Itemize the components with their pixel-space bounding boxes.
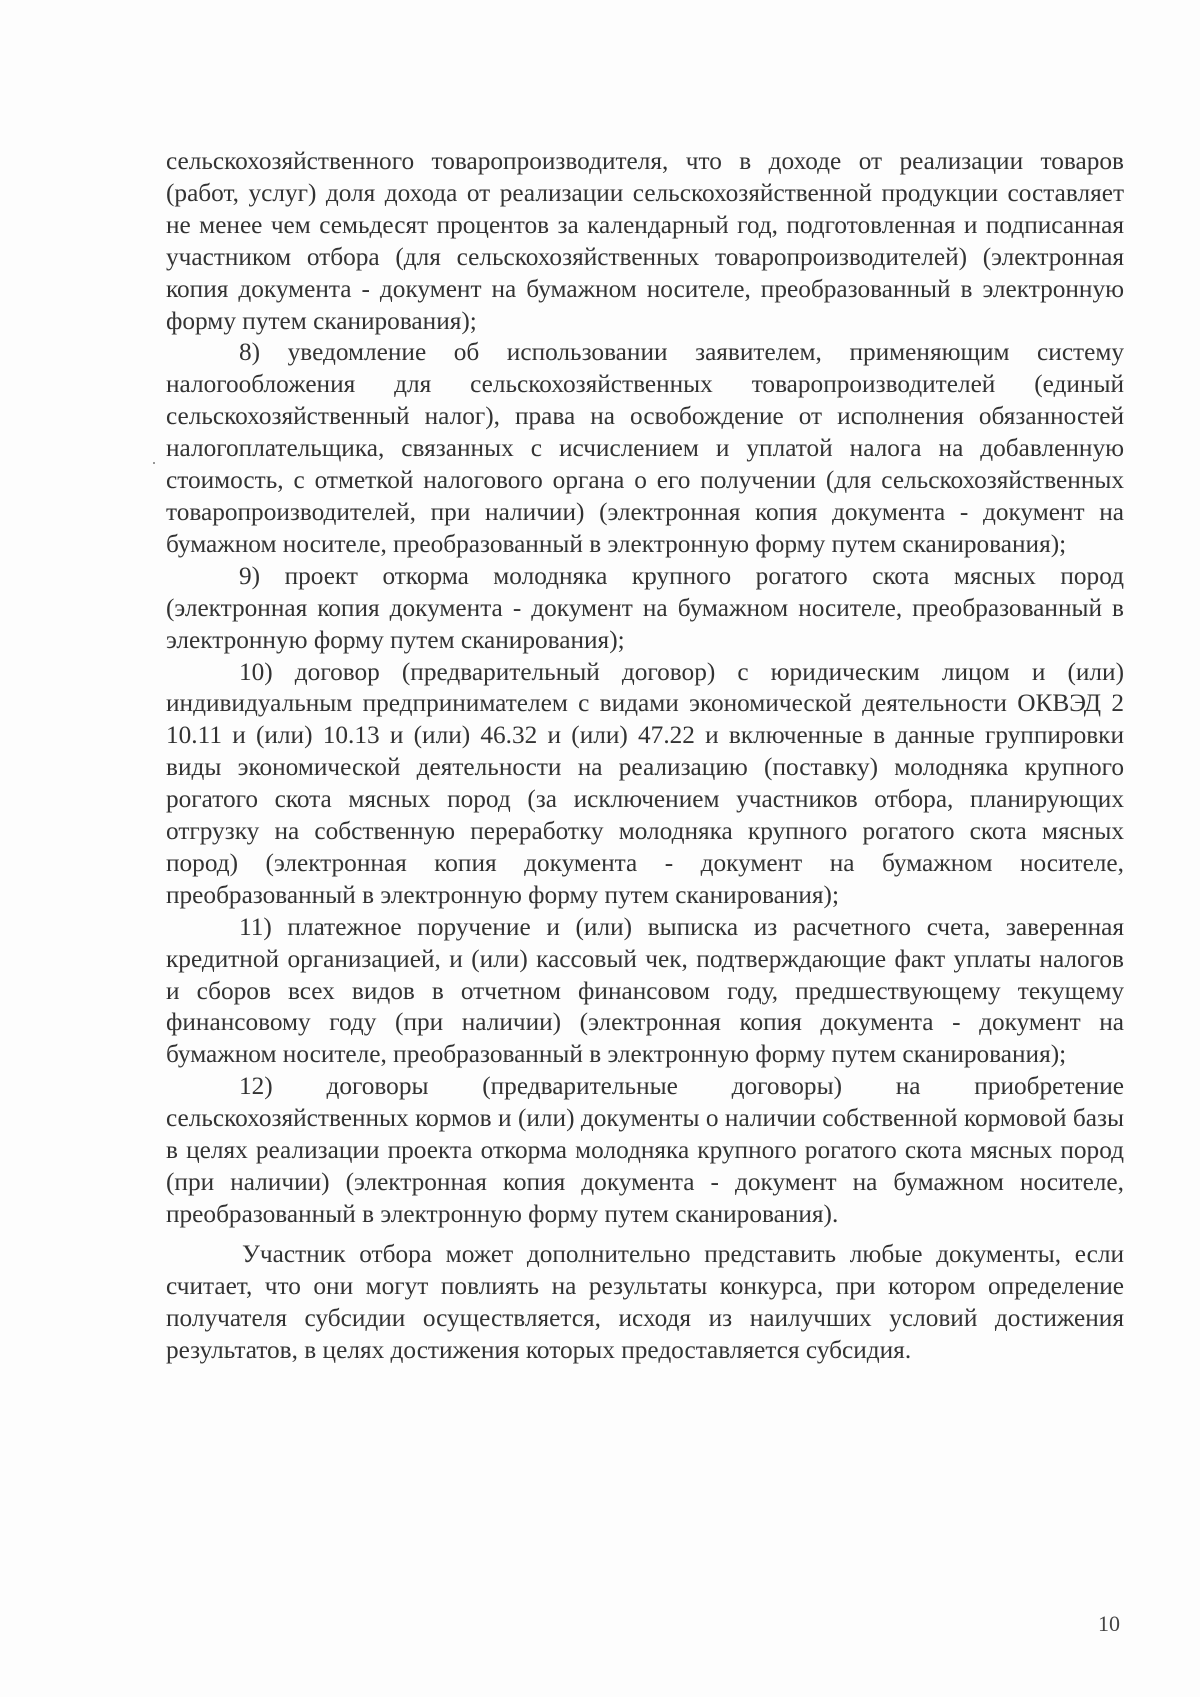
paragraph-item-8: 8) уведомление об использовании заявителем, применяющим систему налогообложения для сельскохозяйственных товаропроизводителей (единый сельскохозяйственный налог), права на освобождение от исполнения обязанностей налогоплательщика, связанных с исчислением и уплатой налога на добавленную стоимость, с отметкой налогового органа о его получении (для сельскохозяйственных товаропроизводителей, при наличии) (электронная копия документа - документ на бумажном носителе, преобразованный в электронную форму путем сканирования);: [166, 338, 1124, 558]
paragraph-item-11: 11) платежное поручение и (или) выписка из расчетного счета, заверенная кредитной организацией, и (или) кассовый чек, подтверждающие факт уплаты налогов и сборов всех видов в отчетном финансовом году, предшествующему текущему финансовому году (при наличии) (электронная копия документа - документ на бумажном носителе, преобразованный в электронную форму путем сканирования);: [166, 912, 1124, 1069]
paragraph-item-9: 9) проект откорма молодняка крупного рогатого скота мясных пород (электронная копия документа - документ на бумажном носителе, преобразованный в электронную форму путем сканирования);: [166, 561, 1124, 654]
paragraph-continuation: сельскохозяйственного товаропроизводителя, что в доходе от реализации товаров (работ, услуг) доля дохода от реализации сельскохозяйственной продукции составляет не менее чем семьдесят процентов за календарный год, подготовленная и подписанная участником отбора (для сельскохозяйственных товаропроизводителей) (электронная копия документа - документ на бумажном носителе, преобразованный в электронную форму путем сканирования);: [166, 147, 1124, 335]
paragraph-item-10: 10) договор (предварительный договор) с юридическим лицом и (или) индивидуальным предпринимателем с видами экономической деятельности ОКВЭД 2 10.11 и (или) 10.13 и (или) 46.32 и (или) 47.22 и включенные в данные группировки виды экономической деятельности на реализацию (поставку) молодняка крупного рогатого скота мясных пород (за исключением участников отбора, планирующих отгрузку на собственную переработку молодняка крупного рогатого скота мясных пород) (электронная копия документа - документ на бумажном носителе, преобразованный в электронную форму путем сканирования);: [166, 657, 1124, 909]
paragraph-item-12: 12) договоры (предварительные договоры) на приобретение сельскохозяйственных кормов и (или) документы о наличии собственной кормовой базы в целях реализации проекта откорма молодняка крупного рогатого скота мясных пород (при наличии) (электронная копия документа - документ на бумажном носителе, преобразованный в электронную форму путем сканирования).: [166, 1072, 1124, 1228]
page-number: 10: [1098, 1611, 1120, 1636]
paragraph-additional-documents: Участник отбора может дополнительно представить любые документы, если считает, что они могут повлиять на результаты конкурса, при котором определение получателя субсидии осуществляется, исходя из наилучших условий достижения результатов, в целях достижения которых предоставляется субсидия.: [166, 1239, 1124, 1364]
document-body: [166, 146, 1124, 1366]
scan-artifact: [153, 462, 155, 464]
